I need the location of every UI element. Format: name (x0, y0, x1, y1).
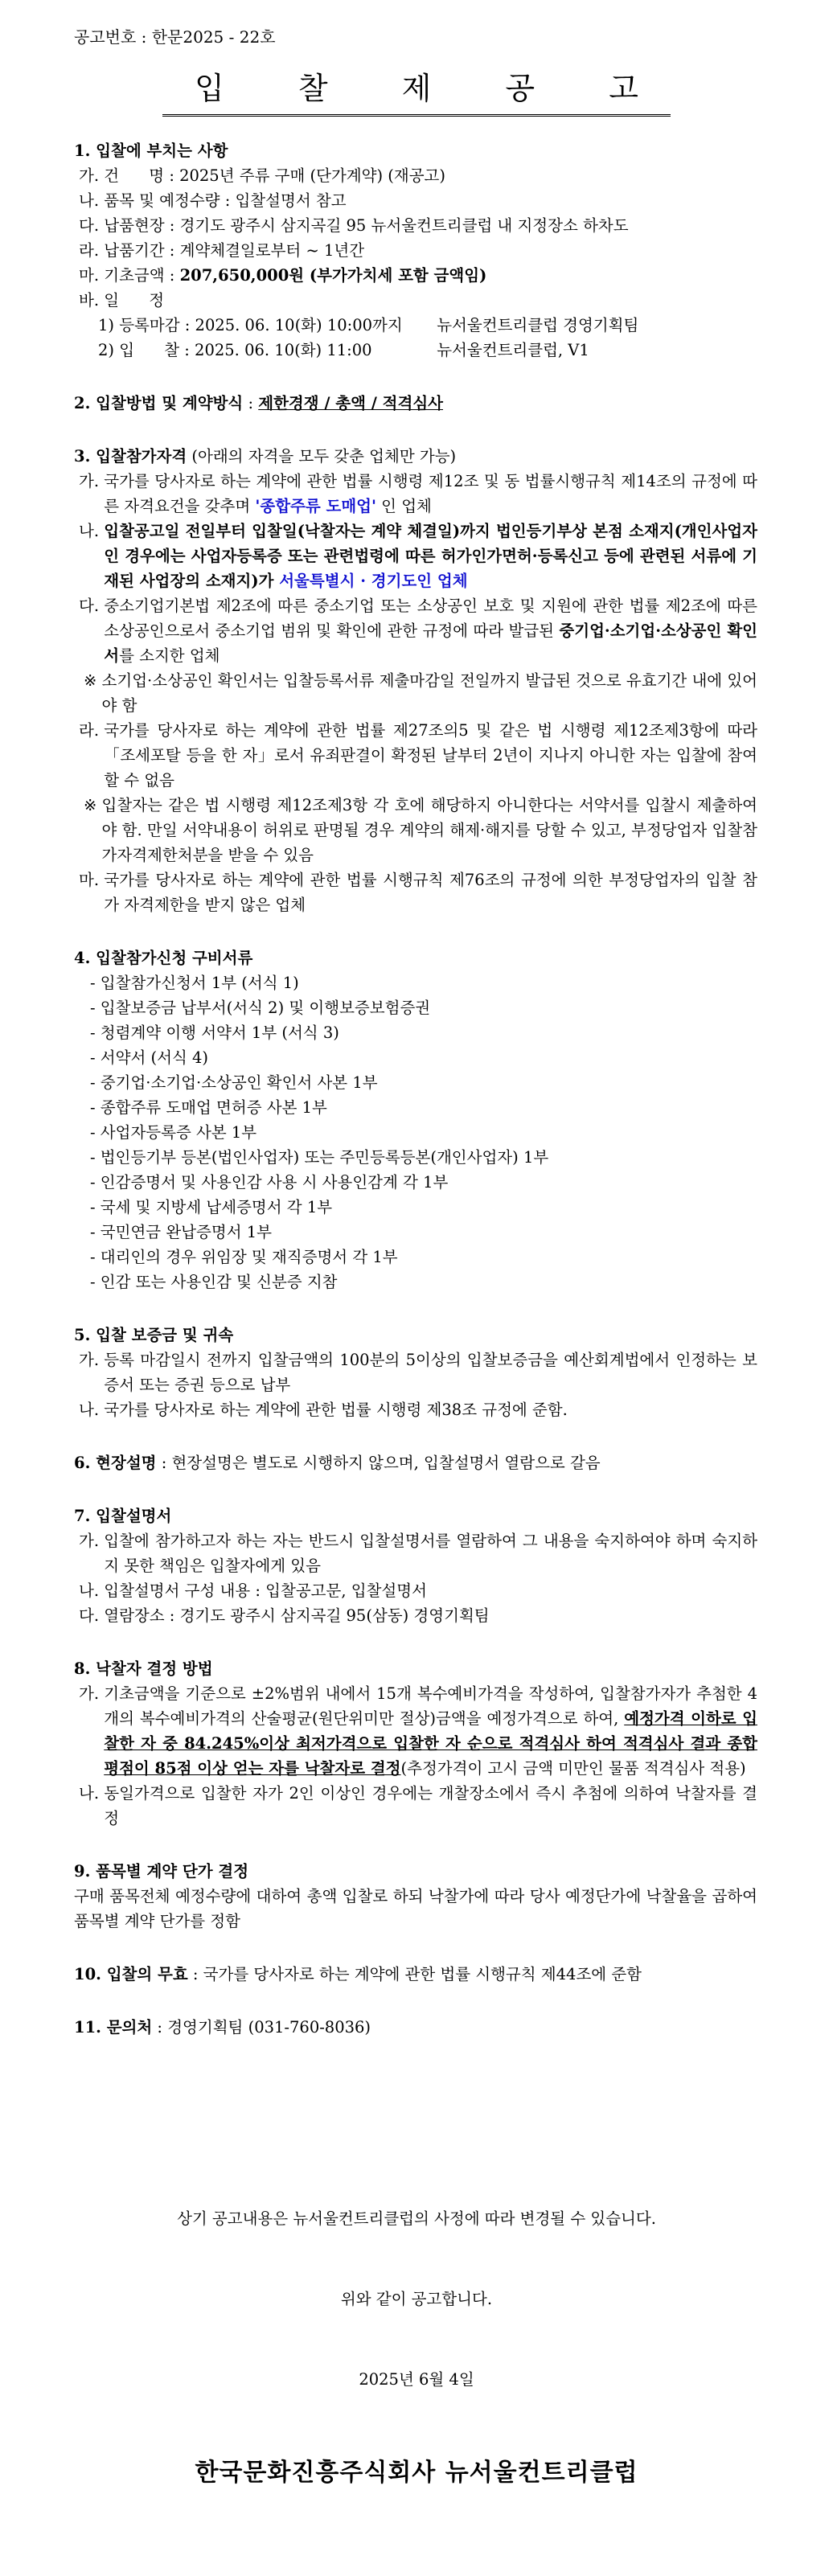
s5-item-a: 가. 등록 마감일시 전까지 입찰금액의 100분의 5이상의 입찰보증금을 예산회계법에서 인정하는 보증서 또는 증권 등으로 납부 (79, 1351, 757, 1394)
section-4-heading: 4. 입찰참가신청 구비서류 (74, 949, 253, 967)
section-10: 10. 입찰의 무효 : 국가를 당사자로 하는 계약에 관한 법률 시행규칙 제44조에 준함 (74, 1965, 642, 1983)
section-7-heading: 7. 입찰설명서 (74, 1507, 172, 1525)
schedule-2: 2) 입 찰 : 2025. 06. 10(화) 11:00 뉴서울컨트리클럽, V1 (98, 341, 589, 359)
s3-item-e: 마. 국가를 당사자로 하는 계약에 관한 법률 시행규칙 제76조의 규정에 의한 부정당업자의 입찰 참가 자격제한을 받지 않은 업체 (79, 871, 757, 914)
section-10-heading: 10. 입찰의 무효 (74, 1965, 188, 1983)
s7-item-b: 나. 입찰설명서 구성 내용 : 입찰공고문, 입찰설명서 (79, 1581, 427, 1600)
closing-statement: 위와 같이 공고합니다. (340, 2290, 493, 2308)
list-item: - 법인등기부 등본(법인사업자) 또는 주민등록등본(개인사업자) 1부 (90, 1148, 549, 1167)
s3-item-a: 가. 국가를 당사자로 하는 계약에 관한 법률 시행령 제12조 및 동 법률시행규칙 제14조의 규정에 따른 자격요건을 갖추며 '종합주류 도매업' 인 업체 (79, 472, 757, 515)
contract-method: 제한경쟁 / 총액 / 적격심사 (258, 394, 444, 412)
s7-item-c: 다. 열람장소 : 경기도 광주시 삼지곡길 95(삼동) 경영기획팀 (79, 1606, 490, 1625)
section-2: 2. 입찰방법 및 계약방식 : 제한경쟁 / 총액 / 적격심사 (74, 394, 444, 412)
organization-name: 한국문화진흥주식회사 뉴서울컨트리클럽 (195, 2459, 638, 2487)
section-7 (74, 1503, 757, 1628)
s8-item-b: 나. 동일가격으로 입찰한 자가 2인 이상인 경우에는 개찰장소에서 즉시 추첨에 의하여 낙찰자를 결정 (79, 1784, 757, 1827)
s3-item-b: 나. 입찰공고일 전일부터 입찰일(낙찰자는 계약 체결일)까지 법인등기부상 본점 소재지(개인사업자인 경우에는 사업자등록증 또는 관련법령에 따른 허가인가면허·등록신고 등에 관련된 서류에 기재된 사업장의 소재지)가 서울특별시 · 경기도인 업체 (79, 522, 757, 590)
section-1 (74, 138, 757, 363)
section-11-heading: 11. 문의처 (74, 2018, 153, 2037)
list-item: - 사업자등록증 사본 1부 (90, 1123, 257, 1142)
section-8 (74, 1656, 757, 1831)
section-1-heading: 1. 입찰에 부치는 사항 (74, 142, 228, 160)
section-9-heading: 9. 품목별 계약 단가 결정 (74, 1862, 249, 1881)
list-item: - 중기업·소기업·소상공인 확인서 사본 1부 (90, 1073, 378, 1092)
s3-item-d: 라. 국가를 당사자로 하는 계약에 관한 법률 제27조의5 및 같은 법 시행령 제12조제3항에 따라 「조세포탈 등을 한 자」로서 유죄판결이 확정된 날부터 2년이 지나지 아니한 자는 입찰에 참여할 수 없음 (79, 721, 757, 790)
list-item: - 대리인의 경우 위임장 및 재직증명서 각 1부 (90, 1248, 398, 1266)
notice-date: 2025년 6월 4일 (359, 2370, 474, 2389)
section-8-heading: 8. 낙찰자 결정 방법 (74, 1659, 213, 1678)
section-11: 11. 문의처 : 경영기획팀 (031-760-8036) (74, 2018, 371, 2037)
s3-item-c: 다. 중소기업기본법 제2조에 따른 중소기업 또는 소상공인 보호 및 지원에 관한 법률 제2조에 따른 소상공인으로서 중소기업 범위 및 확인에 관한 규정에 따라 발급된 중기업·소기업·소상공인 확인서를 소지한 업체 (79, 597, 757, 665)
notice-number: 공고번호 : 한문2025 - 22호 (74, 27, 276, 47)
list-item: - 종합주류 도매업 면허증 사본 1부 (90, 1098, 327, 1117)
s1-item-f: 바. 일 정 (79, 291, 165, 310)
s1-item-a: 가. 건 명 : 2025년 주류 구매 (단가계약) (재공고) (79, 166, 445, 185)
required-documents-list (74, 970, 757, 1294)
base-amount: 207,650,000원 (부가가치세 포함 금액임) (179, 266, 487, 285)
section-5 (74, 1323, 757, 1422)
list-item: - 청렴계약 이행 서약서 1부 (서식 3) (90, 1023, 339, 1042)
section-5-heading: 5. 입찰 보증금 및 귀속 (74, 1326, 234, 1344)
list-item: - 입찰참가신청서 1부 (서식 1) (90, 974, 299, 992)
list-item: - 국민연금 완납증명서 1부 (90, 1223, 272, 1241)
section-3-heading: 3. 입찰참가자격 (74, 447, 187, 466)
list-item: - 입찰보증금 납부서(서식 2) 및 이행보증보험증권 (90, 999, 431, 1017)
s9-text: 구매 품목전체 예정수량에 대하여 총액 입찰로 하되 낙찰가에 따라 당사 예정단가에 낙찰율을 곱하여 품목별 계약 단가를 정함 (74, 1887, 757, 1930)
section-3: 3. 입찰참가자격 (아래의 자격을 모두 갖춘 업체만 가능) 가. 국가를 당사자로 하는 계약에 관한 법률 시행령 제12조 및 동 법률시행규칙 제14조의 규정에 따른 자격요건을 갖추며 '종합주류 도매업' 인 업체 나. 입찰공고일 전일부터 입찰일(낙찰자는 계약 체결일)까지 법인등기부상 본점 소재지(개인사업자인 경우에는 사업자등록증 또는 관련법령에 따른 허가인가면허·등록신고 등에 관련된 서류에 기재된 사업장의 소재지)가 서울특별시 · 경기도인 업체 다. 중소기업기본법 제2조에 따른 중소기업 또는 소상공인 보호 및 지원에 관한 법률 제2조에 따른 소상공인으로서 중소기업 범위 및 확인에 관한 규정에 따라 발급된 중기업·소기업·소상공인 확인서를 소지한 업체 ※ 소기업·소상공인 확인서는 입찰등록서류 제출마감일 전일까지 발급된 것으로 유효기간 내에 있어야 함 라. 국가를 당사자로 하는 계약에 관한 법률 제27조의5 및 같은 법 시행령 제12조제3항에 따라 「조세포탈 등을 한 자」로서 유죄판결이 확정된 날부터 2년이 지나지 아니한 자는 입찰에 참여할 수 없음 ※ 입찰자는 같은 법 시행령 제12조제3항 각 호에 해당하지 아니한다는 서약서를 입찰시 제출하여야 함. 만일 서약내용이 허위로 판명될 경우 계약의 해제·해지를 당할 수 있고, 부정당업자 입찰참가자격제한처분을 받을 수 있음 마. 국가를 당사자로 하는 계약에 관한 법률 시행규칙 제76조의 규정에 의한 부정당업자의 입찰 참가 자격제한을 받지 않은 업체 (74, 444, 757, 917)
s3-note-1: ※ 소기업·소상공인 확인서는 입찰등록서류 제출마감일 전일까지 발급된 것으로 유효기간 내에 있어야 함 (84, 671, 758, 715)
schedule-1: 1) 등록마감 : 2025. 06. 10(화) 10:00까지 뉴서울컨트리클럽 경영기획팀 (98, 316, 639, 334)
s1-item-e: 마. 기초금액 : 207,650,000원 (부가가치세 포함 금액임) (79, 266, 487, 285)
s8-item-a: 가. 기초금액을 기준으로 ±2%범위 내에서 15개 복수예비가격을 작성하여, 입찰참가자가 추첨한 4개의 복수예비가격의 산술평균(원단위미만 절상)금액을 예정가격으로 하여, 예정가격 이하로 입찰한 자 중 84.245%이상 최저가격으로 입찰한 자 순으로 적격심사 하여 적격심사 결과 종합평점이 85점 이상 얻는 자를 낙찰자로 결정(추정가격이 고시 금액 미만인 물품 적격심사 적용) (79, 1684, 757, 1778)
list-item: - 국세 및 지방세 납세증명서 각 1부 (90, 1198, 333, 1216)
page-title-text: 입 찰 제 공 고 (162, 68, 671, 117)
section-6: 6. 현장설명 : 현장설명은 별도로 시행하지 않으며, 입찰설명서 열람으로 갈음 (74, 1454, 601, 1472)
s7-item-a: 가. 입찰에 참가하고자 하는 자는 반드시 입찰설명서를 열람하여 그 내용을 숙지하여야 하며 숙지하지 못한 책임은 입찰자에게 있음 (79, 1532, 757, 1575)
list-item: - 인감증명서 및 사용인감 사용 시 사용인감계 각 1부 (90, 1173, 449, 1192)
s3-note-2: ※ 입찰자는 같은 법 시행령 제12조제3항 각 호에 해당하지 아니한다는 서약서를 입찰시 제출하여야 함. 만일 서약내용이 허위로 판명될 경우 계약의 해제·해지를 당할 수 있고, 부정당업자 입찰참가자격제한처분을 받을 수 있음 (84, 796, 757, 864)
s1-item-c: 다. 납품현장 : 경기도 광주시 삼지곡길 95 뉴서울컨트리클럽 내 지정장소 하차도 (79, 216, 629, 235)
s1-item-d: 라. 납품기간 : 계약체결일로부터 ~ 1년간 (79, 241, 365, 260)
section-6-heading: 6. 현장설명 (74, 1454, 157, 1472)
section-2-heading: 2. 입찰방법 및 계약방식 (74, 394, 244, 412)
notice-body (74, 138, 757, 2040)
closing-notice: 상기 공고내용은 뉴서울컨트리클럽의 사정에 따라 변경될 수 있습니다. (177, 2209, 656, 2228)
s5-item-b: 나. 국가를 당사자로 하는 계약에 관한 법률 시행령 제38조 규정에 준함. (79, 1401, 568, 1419)
section-9 (74, 1859, 757, 1934)
page-title (0, 68, 833, 117)
list-item: - 인감 또는 사용인감 및 신분증 지참 (90, 1273, 338, 1291)
list-item: - 서약서 (서식 4) (90, 1048, 209, 1067)
s1-item-b: 나. 품목 및 예정수량 : 입찰설명서 참고 (79, 191, 347, 210)
section-4 (74, 945, 757, 1294)
